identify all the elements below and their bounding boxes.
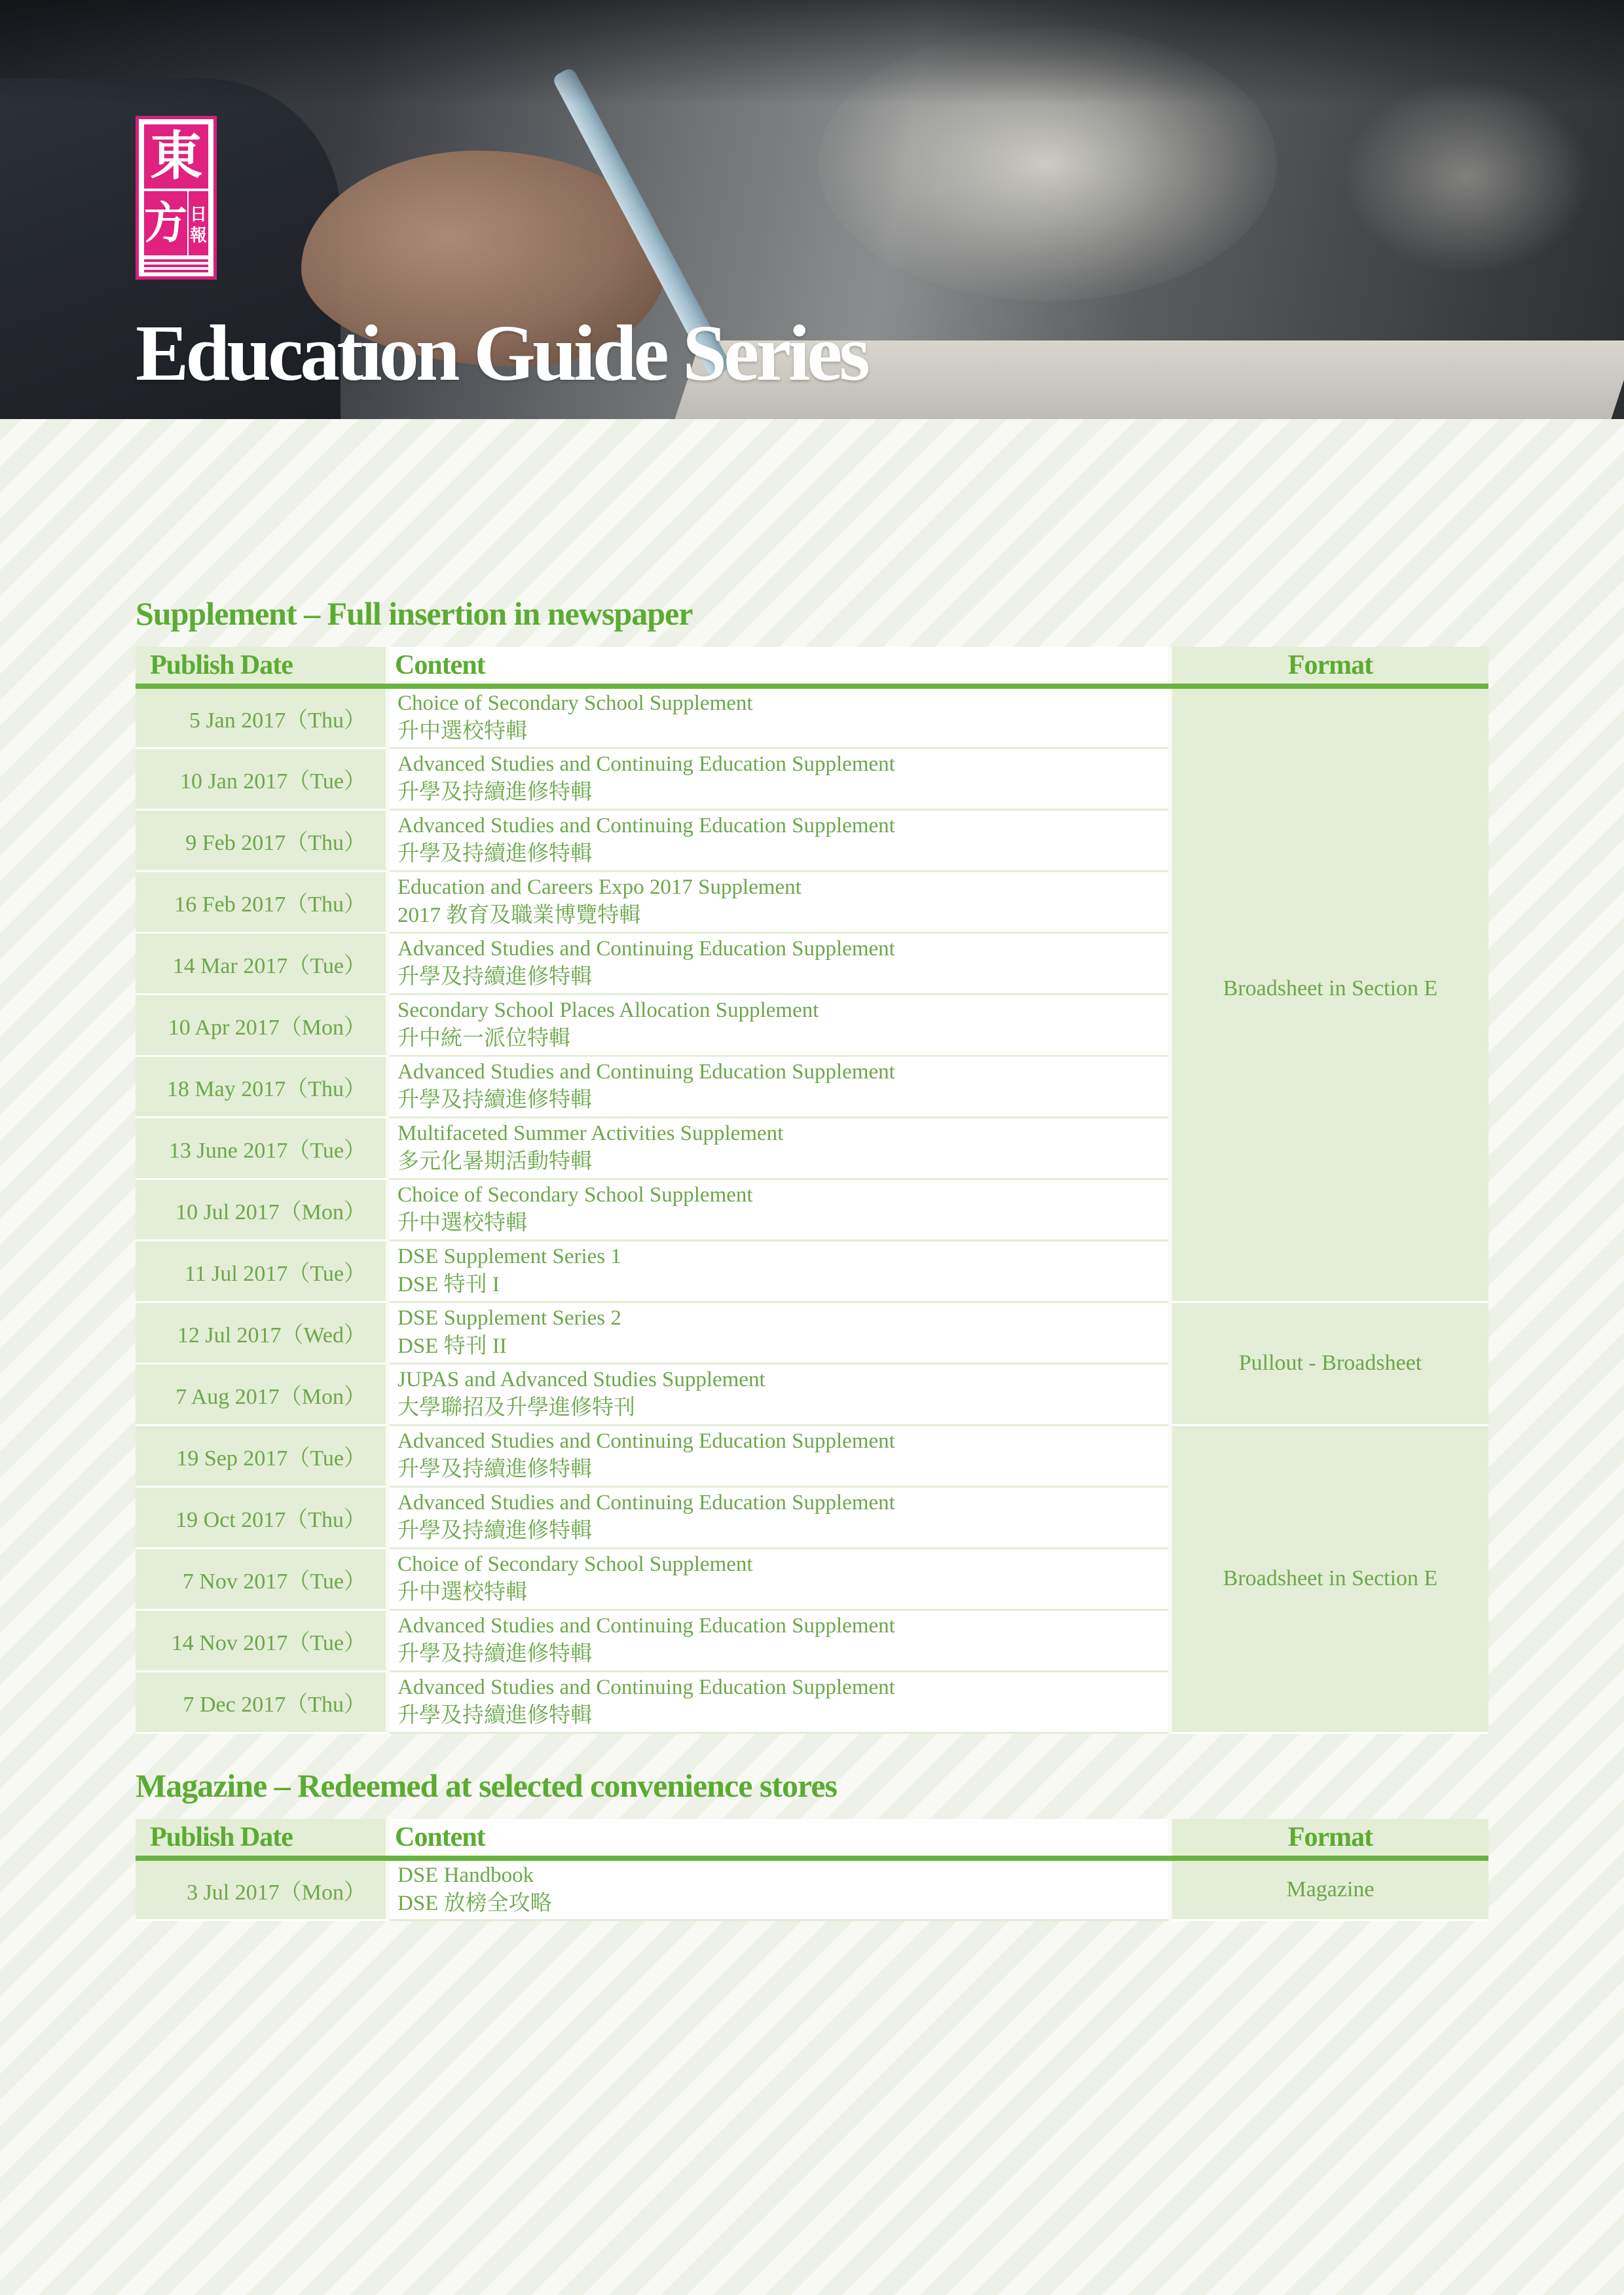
content-cell [388, 1858, 1170, 1920]
table-header-row [136, 1819, 1488, 1858]
content-en: Choice of Secondary School Supplement [397, 691, 753, 716]
header-format: Format [1170, 647, 1488, 686]
logo-lines [144, 259, 208, 274]
content-en: Advanced Studies and Continuing Education Supplement [397, 1429, 895, 1453]
content-cell [388, 1363, 1170, 1425]
magazine-section-title: Magazine – Redeemed at selected convenience stores [136, 1767, 837, 1804]
content-cell [388, 1548, 1170, 1609]
content-cell [388, 871, 1170, 932]
content-cell [388, 686, 1170, 748]
content-zh: 升學及持續進修特輯 [397, 1642, 592, 1666]
header-content: Content [388, 647, 1170, 686]
content-en: Advanced Studies and Continuing Education Supplement [397, 1676, 895, 1699]
content-zh: 升中統一派位特輯 [397, 1027, 570, 1050]
publish-date: 10 Apr 2017（Mon） [136, 994, 388, 1056]
content-cell [388, 1609, 1170, 1671]
content-zh: 2017 教育及職業博覽特輯 [397, 904, 641, 927]
magazine-table [136, 1819, 1488, 1921]
publish-date: 16 Feb 2017（Thu） [136, 871, 388, 932]
content-en: Advanced Studies and Continuing Education Supplement [397, 752, 895, 776]
header-banner [0, 0, 1624, 419]
newspaper-logo [136, 116, 217, 280]
content-zh: 多元化暑期活動特輯 [397, 1150, 592, 1173]
content-en: DSE Handbook [397, 1864, 534, 1888]
supplement-table [136, 647, 1488, 1734]
publish-date: 19 Oct 2017（Thu） [136, 1486, 388, 1548]
table-header-row [136, 647, 1488, 686]
content-en: Choice of Secondary School Supplement [397, 1183, 753, 1207]
table-row [136, 1302, 1488, 1363]
content-en: Advanced Studies and Continuing Education Supplement [397, 1060, 895, 1084]
content-cell [388, 1671, 1170, 1733]
publish-date: 14 Nov 2017（Tue） [136, 1609, 388, 1671]
content-cell [388, 1302, 1170, 1363]
content-zh: 升學及持續進修特輯 [397, 1458, 592, 1481]
content-cell [388, 1056, 1170, 1117]
content-cell [388, 994, 1170, 1056]
table-row [136, 1858, 1488, 1920]
format-cell: Broadsheet in Section E [1170, 686, 1488, 1302]
content-cell [388, 1240, 1170, 1302]
publish-date: 18 May 2017（Thu） [136, 1056, 388, 1117]
table-row [136, 1425, 1488, 1486]
photo-shade [0, 0, 1624, 105]
content-cell [388, 1117, 1170, 1179]
content-en: Advanced Studies and Continuing Education Supplement [397, 1491, 895, 1515]
photo-light-secondary [1342, 79, 1591, 275]
content-en: Multifaceted Summer Activities Supplement [397, 1122, 784, 1145]
publish-date: 10 Jan 2017（Tue） [136, 748, 388, 809]
logo-char-1: 東 [144, 124, 208, 189]
content-zh: 升學及持續進修特輯 [397, 780, 592, 804]
content-zh: DSE 特刊 I [397, 1273, 500, 1296]
logo-char-2: 方 [144, 191, 187, 255]
content-en: DSE Supplement Series 2 [397, 1306, 621, 1330]
publish-date: 11 Jul 2017（Tue） [136, 1240, 388, 1302]
content-en: Advanced Studies and Continuing Education Supplement [397, 814, 895, 837]
content-en: DSE Supplement Series 1 [397, 1245, 621, 1268]
content-zh: 升學及持續進修特輯 [397, 1519, 592, 1543]
publish-date: 14 Mar 2017（Tue） [136, 932, 388, 994]
content-zh: 升學及持續進修特輯 [397, 965, 592, 989]
content-zh: DSE 放榜全攻略 [397, 1892, 552, 1916]
publish-date: 7 Nov 2017（Tue） [136, 1548, 388, 1609]
logo-char-3: 日報 [189, 191, 208, 255]
content-cell [388, 748, 1170, 809]
content-cell [388, 1486, 1170, 1548]
content-en: Secondary School Places Allocation Supplement [397, 999, 819, 1022]
publish-date: 3 Jul 2017（Mon） [136, 1858, 388, 1920]
content-zh: 升中選校特輯 [397, 720, 527, 744]
publish-date: 7 Dec 2017（Thu） [136, 1671, 388, 1733]
content-cell [388, 932, 1170, 994]
content-zh: 升學及持續進修特輯 [397, 1088, 592, 1112]
supplement-section-title: Supplement – Full insertion in newspaper [136, 595, 693, 632]
format-cell: Broadsheet in Section E [1170, 1425, 1488, 1733]
header-publish-date: Publish Date [136, 1819, 388, 1858]
publish-date: 9 Feb 2017（Thu） [136, 809, 388, 871]
publish-date: 19 Sep 2017（Tue） [136, 1425, 388, 1486]
publish-date: 5 Jan 2017（Thu） [136, 686, 388, 748]
header-format: Format [1170, 1819, 1488, 1858]
content-en: JUPAS and Advanced Studies Supplement [397, 1368, 766, 1391]
header-content: Content [388, 1819, 1170, 1858]
format-cell: Magazine [1170, 1858, 1488, 1920]
publish-date: 7 Aug 2017（Mon） [136, 1363, 388, 1425]
content-cell [388, 1425, 1170, 1486]
format-cell: Pullout - Broadsheet [1170, 1302, 1488, 1425]
page-title: Education Guide Series [136, 309, 867, 397]
content-zh: DSE 特刊 II [397, 1334, 507, 1358]
header-publish-date: Publish Date [136, 647, 388, 686]
content-zh: 大學聯招及升學進修特刊 [397, 1396, 635, 1420]
content-zh: 升學及持續進修特輯 [397, 1704, 592, 1727]
publish-date: 10 Jul 2017（Mon） [136, 1179, 388, 1240]
content-en: Education and Careers Expo 2017 Supplement [397, 875, 802, 899]
table-row [136, 686, 1488, 748]
publish-date: 13 June 2017（Tue） [136, 1117, 388, 1179]
content-en: Advanced Studies and Continuing Education Supplement [397, 937, 895, 961]
content-zh: 升中選校特輯 [397, 1581, 527, 1604]
content-zh: 升中選校特輯 [397, 1211, 527, 1235]
content-zh: 升學及持續進修特輯 [397, 842, 592, 866]
publish-date: 12 Jul 2017（Wed） [136, 1302, 388, 1363]
content-en: Choice of Secondary School Supplement [397, 1552, 753, 1576]
content-cell [388, 809, 1170, 871]
content-cell [388, 1179, 1170, 1240]
content-en: Advanced Studies and Continuing Education Supplement [397, 1614, 895, 1638]
